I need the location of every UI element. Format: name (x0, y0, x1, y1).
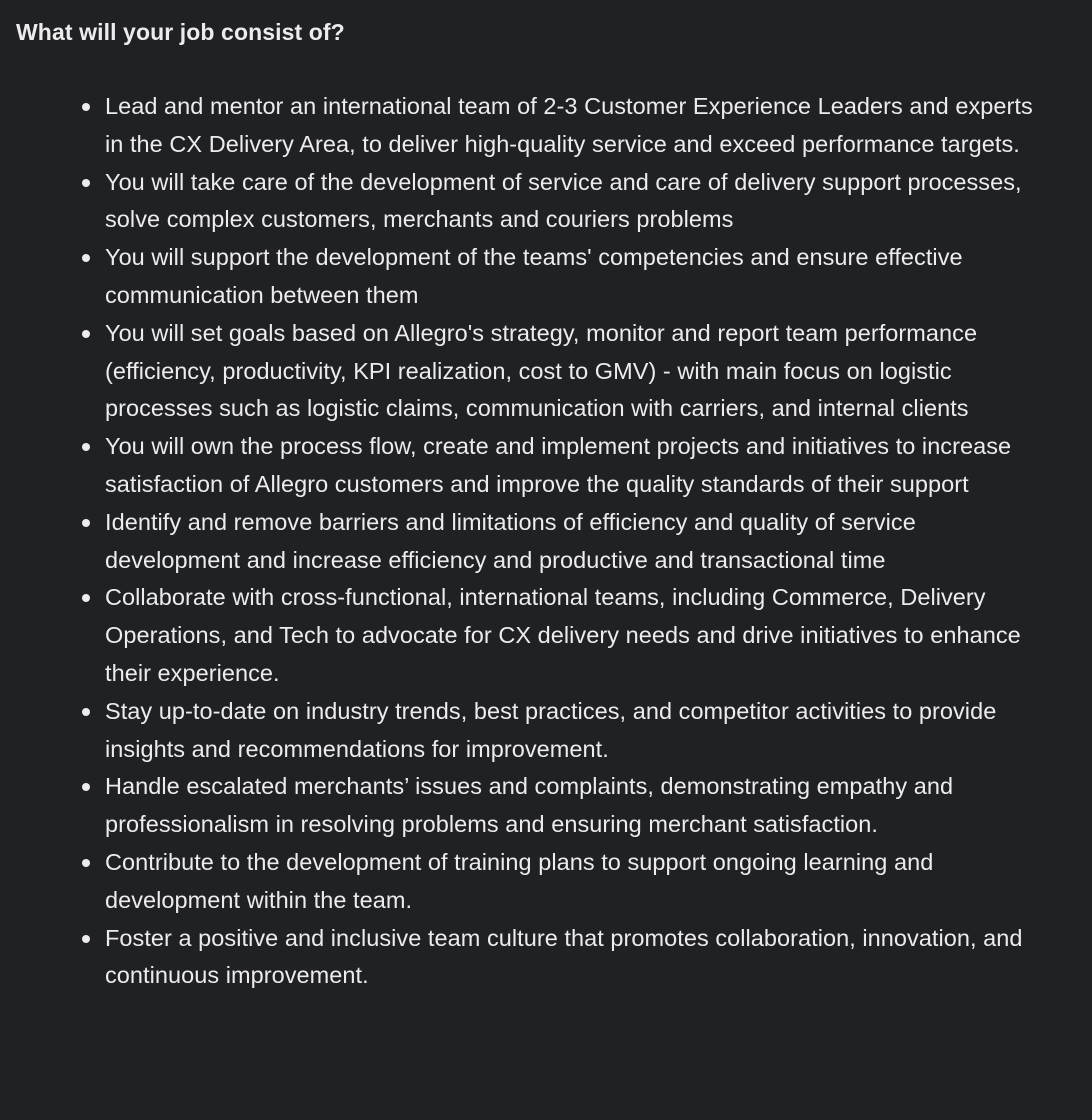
list-item-text: Stay up-to-date on industry trends, best practices, and competitor activities to provide insights and recommendations for improvement. (105, 697, 997, 762)
bullet-icon (82, 935, 90, 943)
list-item (0, 88, 1092, 164)
list-item (0, 428, 1092, 504)
list-item-text: Collaborate with cross-functional, international teams, including Commerce, Delivery Operations, and Tech to advocate for CX delivery needs and drive initiatives to enhance their experience. (105, 584, 1021, 686)
list-item (0, 920, 1092, 996)
list-item (0, 844, 1092, 920)
list-item (0, 164, 1092, 240)
list-item (0, 693, 1092, 769)
list-item-text: Contribute to the development of training plans to support ongoing learning and development within the team. (105, 848, 934, 913)
list-item-text: Identify and remove barriers and limitations of efficiency and quality of service development and increase efficiency and productive and transactional time (105, 508, 916, 573)
bullet-icon (82, 254, 90, 262)
bullet-icon (82, 179, 90, 187)
list-item-text: Handle escalated merchants’ issues and complaints, demonstrating empathy and professionalism in resolving problems and ensuring merchant satisfaction. (105, 773, 954, 838)
list-item (0, 239, 1092, 315)
list-item-text: You will set goals based on Allegro's strategy, monitor and report team performance (efficiency, productivity, KPI realization, cost to GMV) - with main focus on logistic processes such as logistic claims, communication with carriers, and internal clients (105, 319, 978, 422)
bullet-icon (82, 519, 90, 527)
bullet-icon (82, 330, 90, 338)
bullet-icon (82, 103, 90, 111)
list-item-text: You will support the development of the teams' competencies and ensure effective communication between them (105, 244, 963, 308)
list-item-text: Foster a positive and inclusive team culture that promotes collaboration, innovation, and continuous improvement. (105, 924, 1023, 989)
list-item-text: You will own the process flow, create and implement projects and initiatives to increase satisfaction of Allegro customers and improve the quality standards of their support (105, 433, 1012, 497)
bullet-icon (82, 443, 90, 451)
bullet-icon (82, 859, 90, 867)
list-item (0, 579, 1092, 692)
list-item (0, 768, 1092, 844)
section-heading: What will your job consist of? (16, 19, 345, 45)
list-item-text: Lead and mentor an international team of 2-3 Customer Experience Leaders and experts in the CX Delivery Area, to deliver high-quality service and exceed performance targets. (105, 93, 1033, 157)
bullet-icon (82, 594, 90, 602)
list-item (0, 504, 1092, 580)
bullet-icon (82, 708, 90, 716)
responsibilities-list (0, 88, 1092, 995)
list-item (0, 315, 1092, 428)
list-item-text: You will take care of the development of service and care of delivery support processes, solve complex customers, merchants and couriers problems (105, 168, 1022, 233)
bullet-icon (82, 783, 90, 791)
